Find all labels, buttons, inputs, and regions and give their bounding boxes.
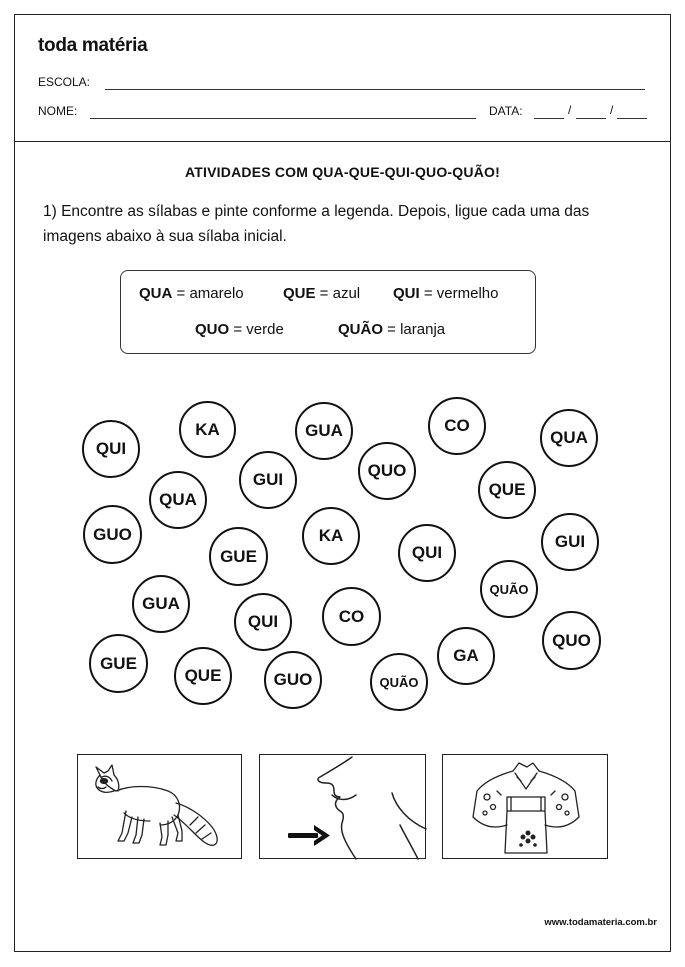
syllable-bubble[interactable]: QUE xyxy=(174,647,232,705)
activity-instruction: 1) Encontre as sílabas e pinte conforme a legenda. Depois, ligue cada uma das imagens abaixo à sua sílaba inicial. xyxy=(43,203,590,245)
legend-color-name: = vermelho xyxy=(419,285,499,302)
syllable-bubble[interactable]: GUE xyxy=(209,527,268,586)
date-month-field[interactable] xyxy=(576,118,606,119)
picture-card-kimono[interactable] xyxy=(442,754,608,859)
picture-card-chin[interactable] xyxy=(259,754,426,859)
date-year-field[interactable] xyxy=(617,118,647,119)
syllable-bubble[interactable]: KA xyxy=(302,507,360,565)
brand-logo: toda matéria xyxy=(38,35,148,56)
date-separator: / xyxy=(610,103,614,117)
kimono-icon xyxy=(443,755,609,860)
syllable-bubble[interactable]: QUE xyxy=(478,461,536,519)
syllable-bubble[interactable]: QUA xyxy=(149,471,207,529)
raccoon-icon xyxy=(78,755,243,860)
legend-item xyxy=(393,285,498,302)
syllable-bubble[interactable]: KA xyxy=(179,401,236,458)
chin-with-arrow-icon xyxy=(260,755,427,860)
school-label: ESCOLA: xyxy=(38,75,91,89)
syllable-bubble[interactable]: GUI xyxy=(239,451,297,509)
legend-item xyxy=(338,321,445,338)
color-legend xyxy=(120,270,536,354)
date-separator: / xyxy=(568,103,572,117)
syllable-bubble[interactable]: QUI xyxy=(234,593,292,651)
legend-color-name: = verde xyxy=(229,321,284,338)
syllable-bubble[interactable]: GUA xyxy=(295,402,353,460)
legend-item xyxy=(195,321,284,338)
syllable-bubble[interactable]: QUA xyxy=(540,409,598,467)
syllable-bubble[interactable]: CO xyxy=(428,397,486,455)
syllable-bubble[interactable]: QUO xyxy=(542,611,601,670)
syllable-bubble[interactable]: GA xyxy=(437,627,495,685)
legend-color-name: = amarelo xyxy=(172,285,244,302)
syllable-bubble[interactable]: GUE xyxy=(89,634,148,693)
legend-syllable: QUÃO xyxy=(338,321,383,338)
syllable-bubble[interactable]: QUO xyxy=(358,442,416,500)
legend-syllable: QUE xyxy=(283,285,316,302)
legend-item xyxy=(283,285,360,302)
name-label: NOME: xyxy=(38,104,78,118)
date-day-field[interactable] xyxy=(534,118,564,119)
syllable-bubble[interactable]: QUI xyxy=(398,524,456,582)
syllable-bubble[interactable]: GUA xyxy=(132,575,190,633)
legend-syllable: QUI xyxy=(393,285,420,302)
syllable-bubble[interactable]: QUI xyxy=(82,420,140,478)
syllable-bubble[interactable]: GUO xyxy=(264,651,322,709)
picture-card-raccoon[interactable] xyxy=(77,754,242,859)
footer-url[interactable]: www.todamateria.com.br xyxy=(544,917,657,928)
legend-item xyxy=(139,285,244,302)
syllable-bubble[interactable]: CO xyxy=(322,587,381,646)
legend-syllable: QUO xyxy=(195,321,230,338)
name-field[interactable] xyxy=(90,118,476,119)
date-label: DATA: xyxy=(489,104,523,118)
syllable-bubble[interactable]: GUO xyxy=(83,505,142,564)
legend-color-name: = laranja xyxy=(383,321,446,338)
syllable-bubble[interactable]: GUI xyxy=(541,513,599,571)
legend-syllable: QUA xyxy=(139,285,173,302)
legend-color-name: = azul xyxy=(315,285,361,302)
worksheet-header xyxy=(15,15,670,142)
activity-title: ATIVIDADES COM QUA-QUE-QUI-QUO-QUÃO! xyxy=(185,164,500,180)
school-field[interactable] xyxy=(105,89,645,90)
syllable-bubble[interactable]: QUÃO xyxy=(480,560,538,618)
syllable-bubble[interactable]: QUÃO xyxy=(370,653,428,711)
